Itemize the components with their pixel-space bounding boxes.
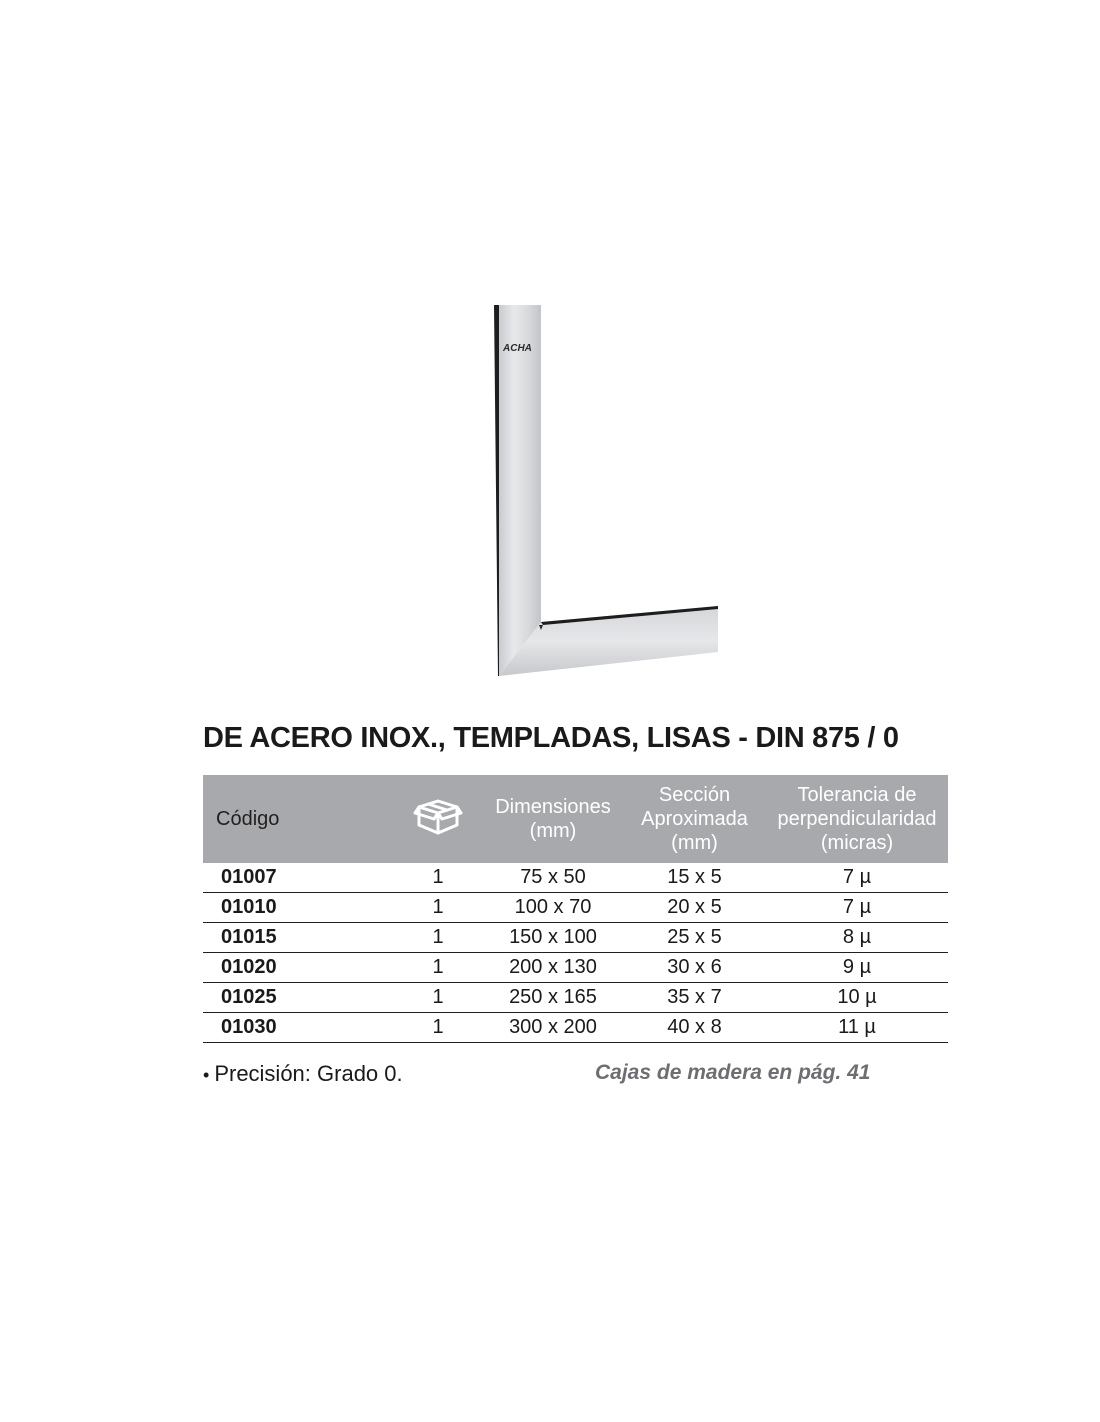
table-row (203, 1013, 948, 1043)
cell-dimensions: 150 x 100 (483, 923, 623, 953)
cell-units: 1 (393, 1013, 483, 1043)
cell-section: 35 x 7 (623, 983, 766, 1013)
cell-tolerance: 7 µ (766, 863, 948, 893)
header-tolerance-line-1: Tolerancia de (797, 784, 917, 806)
bullet-icon: • (203, 1065, 210, 1085)
precision-note (203, 1061, 403, 1087)
header-section-line-2: Aproximada (641, 808, 748, 830)
cell-tolerance: 8 µ (766, 923, 948, 953)
header-tolerance (766, 775, 948, 863)
cell-units: 1 (393, 953, 483, 983)
cell-code: 01010 (203, 893, 393, 923)
specification-table (203, 775, 948, 1043)
precision-note-text: Precisión: Grado 0. (214, 1061, 403, 1086)
page-title: DE ACERO INOX., TEMPLADAS, LISAS - DIN 875 / 0 (203, 722, 899, 754)
header-tolerance-line-3: (micras) (820, 832, 894, 854)
table-row (203, 953, 948, 983)
cell-dimensions: 300 x 200 (483, 1013, 623, 1043)
header-dimensions-line-2: (mm) (529, 820, 577, 842)
cell-section: 15 x 5 (623, 863, 766, 893)
cell-tolerance: 9 µ (766, 953, 948, 983)
cell-section: 40 x 8 (623, 1013, 766, 1043)
box-icon (413, 795, 463, 843)
cell-tolerance: 10 µ (766, 983, 948, 1013)
cell-code: 01007 (203, 863, 393, 893)
cell-dimensions: 100 x 70 (483, 893, 623, 923)
header-dimensions-line-1: Dimensiones (495, 796, 611, 818)
cell-units: 1 (393, 893, 483, 923)
cell-tolerance: 11 µ (766, 1013, 948, 1043)
header-tolerance-line-2: perpendicularidad (777, 808, 937, 830)
cell-units: 1 (393, 863, 483, 893)
wooden-case-reference: Cajas de madera en pág. 41 (595, 1061, 871, 1084)
header-section (623, 775, 766, 863)
cell-section: 30 x 6 (623, 953, 766, 983)
header-dimensions (483, 775, 623, 863)
cell-code: 01025 (203, 983, 393, 1013)
steel-square-illustration (485, 296, 730, 686)
cell-code: 01030 (203, 1013, 393, 1043)
cell-code: 01020 (203, 953, 393, 983)
brand-logo: ACHA (503, 343, 532, 354)
table-row (203, 893, 948, 923)
table-row (203, 863, 948, 893)
table-header-row (203, 775, 948, 863)
cell-dimensions: 75 x 50 (483, 863, 623, 893)
cell-tolerance: 7 µ (766, 893, 948, 923)
cell-section: 25 x 5 (623, 923, 766, 953)
table-row (203, 983, 948, 1013)
table-row (203, 923, 948, 953)
cell-section: 20 x 5 (623, 893, 766, 923)
cell-units: 1 (393, 923, 483, 953)
product-image-steel-square (485, 296, 730, 686)
header-section-line-3: (mm) (671, 832, 718, 854)
header-section-line-1: Sección (658, 784, 731, 806)
header-units (393, 775, 483, 863)
cell-units: 1 (393, 983, 483, 1013)
cell-code: 01015 (203, 923, 393, 953)
header-code: Código (216, 808, 280, 830)
cell-dimensions: 250 x 165 (483, 983, 623, 1013)
cell-dimensions: 200 x 130 (483, 953, 623, 983)
